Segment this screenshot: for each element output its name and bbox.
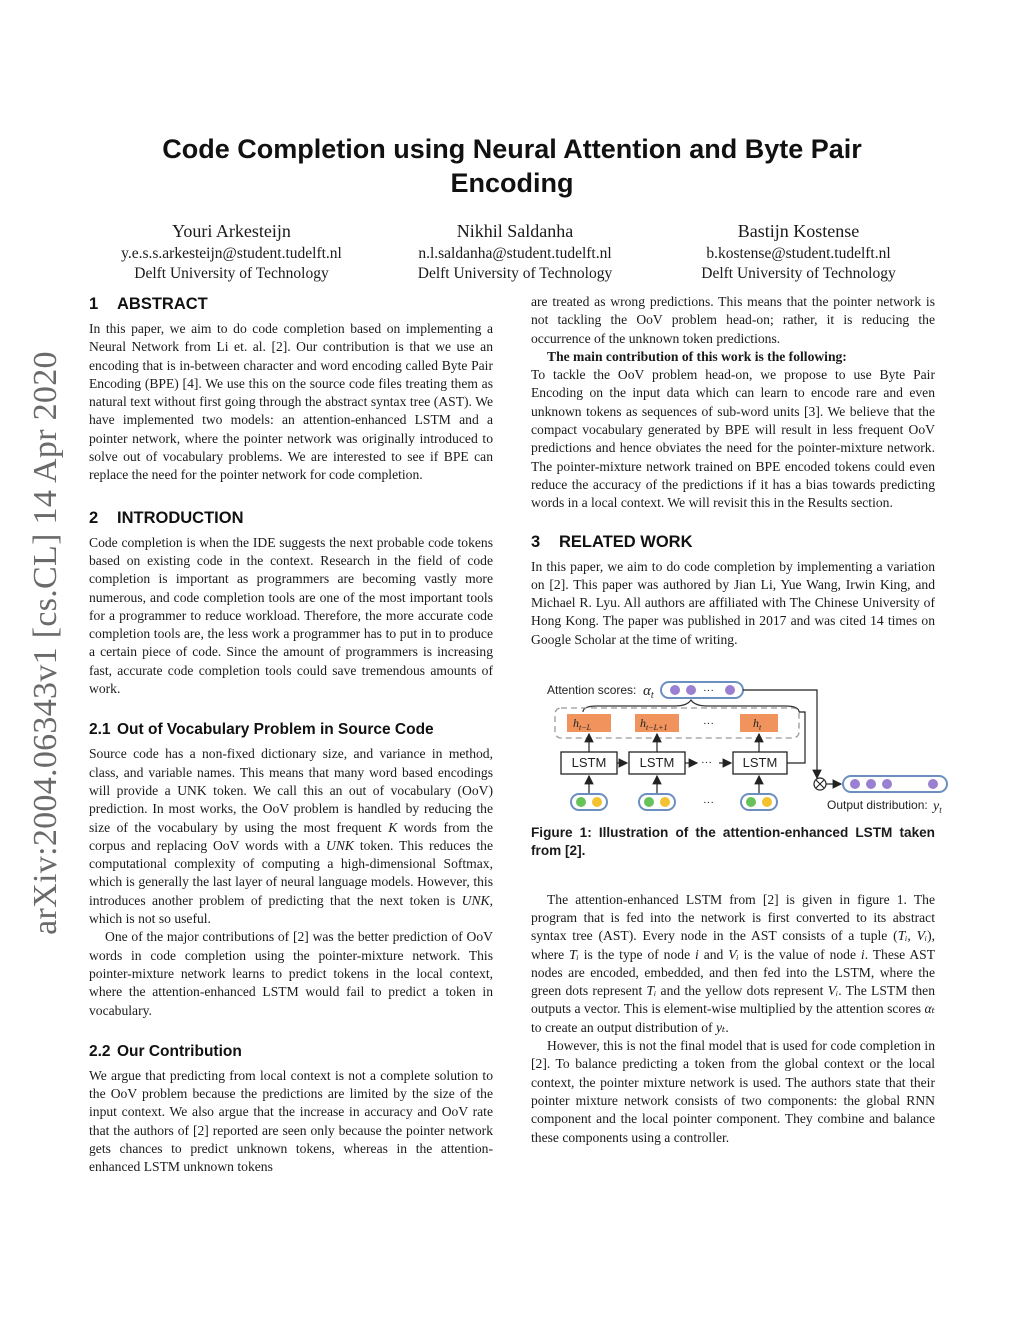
value-dot (660, 797, 670, 807)
main-contribution-heading: The main contribution of this work is the following: (547, 348, 847, 364)
alpha-symbol: $\alpha_t$ (643, 683, 654, 702)
contribution-text: We argue that predicting from local context is not a complete solution to the OoV problem because the predictions are limited by the size of the input context. We also argue that the increase in accuracy and OoV rate that the authors of [2] reported are seen only because the pointer network gets chances to predict unknown tokens, whereas in the attention-enhanced LSTM unknown tokens (89, 1067, 493, 1175)
hidden-state-label: $h_{t-L+1}$ (640, 716, 668, 733)
lstm-label: LSTM (571, 755, 607, 771)
author-3 (657, 220, 940, 284)
attention-ellipsis: ··· (703, 685, 714, 698)
attention-brace (583, 700, 799, 712)
section-heading-introduction: 2 INTRODUCTION (89, 508, 244, 527)
y-symbol: $y_t$ (933, 799, 942, 816)
attention-scores-label: Attention scores: (547, 683, 637, 698)
attention-dot (686, 685, 696, 695)
left-column (89, 293, 493, 1177)
contribution-text-continued: are treated as wrong predictions. This means that the pointer network is not tackling the OoV problem head-on; rather, it is reducing the occurrence of the unknown token predictions. (531, 294, 935, 346)
type-dot (746, 797, 756, 807)
main-contribution-text: To tackle the OoV problem head-on, we propose to use Byte Pair Encoding on the input data which can learn to encode rare and even unknown tokens as sequences of sub-word units [3]. We believe that the compact vocabulary generated by BPE will result in less frequent OoV predictions and hence obviates the need for the pointer-mixture network. The pointer-mixture network trained on BPE encoded tokens could even reduce the accuracy of the predictions if it has a bias towards predicting words in a local context. We will revisit this in the Results section. (531, 367, 935, 511)
paper-title: Code Completion using Neural Attention and Byte Pair Encoding (162, 134, 862, 198)
output-dot (866, 779, 876, 789)
author-1 (90, 220, 373, 284)
oov-paragraph-2: One of the major contributions of [2] was the better prediction of OoV words in code completion using the pointer-mixture network. This pointer-mixture network learns to predict tokens in the local context, where the attention-enhanced LSTM would fail to predict a token in vocabulary. (89, 929, 493, 1018)
lstm-label: LSTM (639, 755, 675, 771)
arxiv-identifier: arXiv:2004.06343v1 [cs.CL] 14 Apr 2020 (27, 350, 64, 935)
pointer-mixture-paragraph: However, this is not the final model that is used for code completion in [2]. To balance predicting a token from the global context or the local context, the pointer mixture network is used. The authors state that their pointer mixture network consists of two components: the global RNN component and the local pointer component. They combine and balance these components using a controller. (531, 1038, 935, 1145)
attention-dot (725, 685, 735, 695)
attention-lstm-diagram (537, 674, 957, 824)
author-2 (374, 220, 657, 284)
author-name: Youri Arkesteijn (172, 221, 291, 241)
output-dot (882, 779, 892, 789)
section-heading-related-work: 3 RELATED WORK (531, 532, 693, 551)
hidden-ellipsis: ··· (703, 718, 714, 731)
author-email: y.e.s.s.arkesteijn@student.tudelft.nl (121, 245, 342, 262)
type-dot (644, 797, 654, 807)
attention-dot (670, 685, 680, 695)
lstm-ellipsis: ··· (701, 757, 712, 770)
lstm-label: LSTM (742, 755, 778, 771)
oov-paragraph-1: Source code has a non-fixed dictionary size, and variance in method, class, and variable names. This means that many word based encodings will provide a UNK token. We call this an out of vocabulary (OoV) prediction. In most works, the OoV problem is handled by reducing the size of the vocabulary by using the most frequent K words from the corpus and replacing OoV words with a UNK token. This reduces the computational complexity of computing a high-dimensional Softmax, which is generally the last layer of neural language models. However, this introduces another problem of predicting that the next token is UNK, which is not so useful. (89, 746, 494, 927)
figure-1-caption: Figure 1: Illustration of the attention-enhanced LSTM taken from [2]. (531, 825, 935, 859)
type-dot (576, 797, 586, 807)
input-ellipsis: ··· (703, 797, 714, 810)
value-dot (762, 797, 772, 807)
subsection-heading-oov: 2.1 Out of Vocabulary Problem in Source Code (89, 721, 434, 739)
figure-1-diagram (537, 674, 957, 824)
author-email: n.l.saldanha@student.tudelft.nl (418, 245, 612, 262)
right-column (531, 293, 942, 1147)
output-dot (850, 779, 860, 789)
author-affiliation: Delft University of Technology (701, 265, 896, 282)
introduction-text: Code completion is when the IDE suggests the next probable code tokens based on existing code in the context. Research in the field of code completion is important as programmers are becoming vastly more numerous, and code completion tools are one of the most important tools for a programmer to reduce workload. Therefore, the more accurate code completion tools are, the less work a programmer has to put in to produce a certain piece of code. Since the amount of programmers is increasing fast, accurate code completion tools could save tremendous amounts of work. (89, 534, 493, 697)
author-email: b.kostense@student.tudelft.nl (706, 245, 891, 262)
author-name: Nikhil Saldanha (456, 221, 574, 241)
output-dot (928, 779, 938, 789)
section-heading-abstract: 1 ABSTRACT (89, 295, 208, 313)
figure-description-paragraph: The attention-enhanced LSTM from [2] is given in figure 1. The program that is fed into the network is first converted to its abstract syntax tree (AST). Every node in the AST consists of a tuple (Tᵢ, Vᵢ), where Tᵢ is the type of node i and Vᵢ is the value of node i. These AST nodes are encoded, embedded, and then fed into the LSTM, where the green dots represent Tᵢ and the yellow dots represent Vᵢ. The LSTM then outputs a vector. This is element-wise multiplied by the attention scores αₜ to create an output distribution of yₜ. (531, 891, 936, 1035)
subsection-heading-contribution: 2.2 Our Contribution (89, 1042, 242, 1060)
hidden-state-label: $h_t$ (753, 716, 762, 733)
author-name: Bastijn Kostense (737, 221, 860, 241)
value-dot (592, 797, 602, 807)
author-block (90, 220, 940, 284)
author-affiliation: Delft University of Technology (417, 265, 613, 282)
author-affiliation: Delft University of Technology (134, 265, 329, 282)
hidden-state-label: $h_{t-L}$ (573, 716, 592, 733)
output-distribution-label: Output distribution: (827, 798, 928, 813)
abstract-text: In this paper, we aim to do code completion based on implementing a Neural Network from Li et. al. [2]. Our contribution is that we use an encoding that is in-between character and word encoding called Byte Pair Encoding (BPE) [4]. We use this on the source code files treating them as natural text without first going through the abstract syntax tree (AST). We have implemented two models: an attention-enhanced LSTM and a pointer network, where the pointer network was originally introduced to solve out of vocabulary problems. We are interested to see if BPE can replace the need for the pointer network for code completion. (89, 321, 493, 483)
related-work-text: In this paper, we aim to do code completion by implementing a variation on [2]. This paper was authored by Jian Li, Yue Wang, Irwin King, and Michael R. Lyu. All authors are affiliated with The Chinese University of Hong Kong. The paper was published in 2017 and was cited 14 times on Google Scholar at the time of writing. (531, 558, 935, 647)
